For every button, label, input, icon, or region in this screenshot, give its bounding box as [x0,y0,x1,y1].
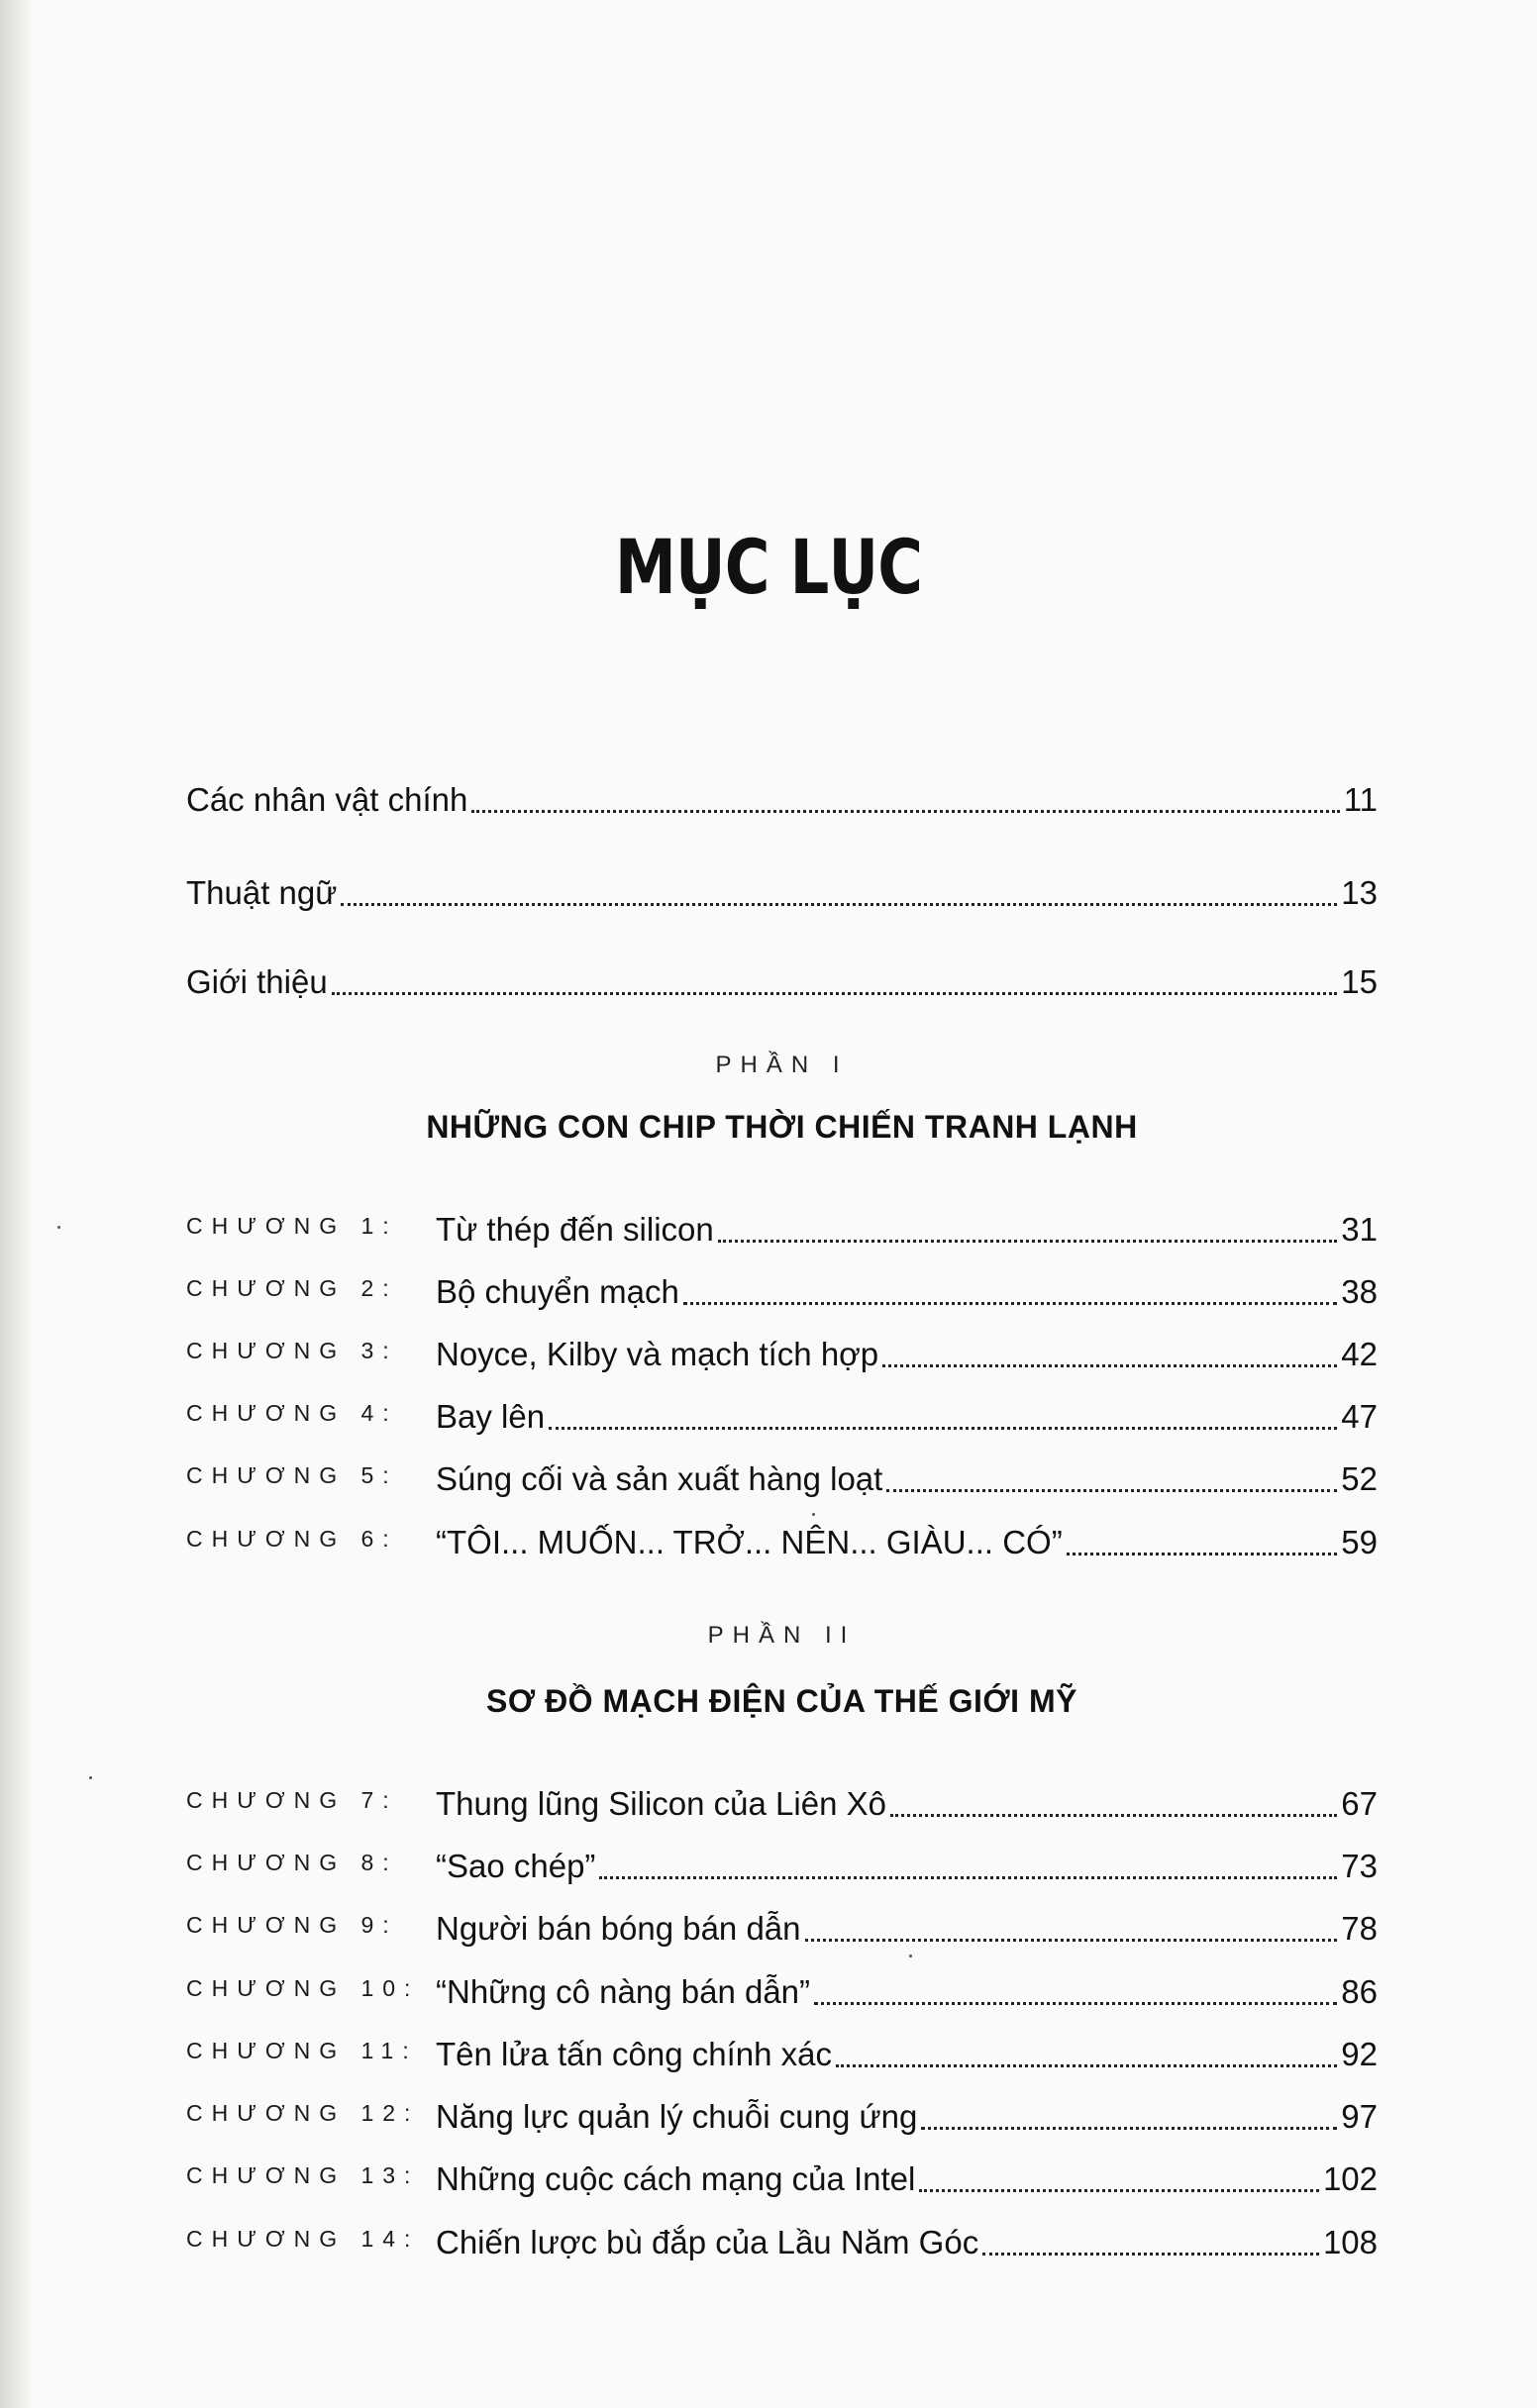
chapter-title: Bộ chuyển mạch [436,1273,679,1310]
dot-leader [982,2252,1319,2256]
chapter-page: 59 [1341,1524,1378,1560]
part-label: PHẦN II [707,1622,857,1649]
toc-entry-characters[interactable] [186,772,1378,820]
page-title: MỤC LỤC [614,523,923,611]
chapter-page: 67 [1341,1785,1378,1822]
chapter-entry[interactable] [186,2215,1378,2262]
chapter-label: CHƯƠNG 2: [186,1275,398,1301]
part-label: PHẦN I [715,1052,849,1078]
toc-entry-page: 11 [1343,781,1378,818]
chapter-page: 102 [1322,2160,1378,2197]
dot-leader [890,1813,1337,1817]
chapter-title: Tên lửa tấn công chính xác [436,2036,832,2072]
chapter-page: 38 [1341,1273,1378,1310]
dot-leader [332,991,1338,995]
chapter-label: CHƯƠNG 10: [186,1975,420,2001]
dot-leader [919,2188,1319,2192]
chapter-page: 108 [1322,2224,1378,2260]
chapter-label: CHƯƠNG 4: [186,1400,398,1426]
chapter-label: CHƯƠNG 3: [186,1338,398,1363]
chapter-title: Thung lũng Silicon của Liên Xô [436,1785,886,1822]
chapter-title: “Những cô nàng bán dẫn” [436,1973,811,2010]
chapter-title: Người bán bóng bán dẫn [436,1910,801,1947]
chapter-entry[interactable] [186,1964,1378,2012]
chapter-page: 97 [1341,2098,1378,2135]
chapter-page: 73 [1341,1848,1378,1884]
chapter-title: “TÔI... MUỐN... TRỞ... NÊN... GIÀU... CÓ” [436,1524,1063,1560]
toc-entry-page: 13 [1341,874,1378,911]
paper-speck [57,1226,60,1229]
dot-leader [882,1363,1337,1367]
chapter-title: Súng cối và sản xuất hàng loạt [436,1460,883,1497]
dot-leader [549,1426,1337,1430]
chapter-label: CHƯƠNG 5: [186,1462,398,1488]
page-edge-shadow [0,0,34,2408]
chapter-entry[interactable] [186,2027,1378,2074]
chapter-title: “Sao chép” [436,1848,596,1884]
chapter-page: 42 [1341,1336,1378,1372]
chapter-entry[interactable] [186,1389,1378,1437]
chapter-label: CHƯƠNG 9: [186,1912,398,1938]
chapter-entry[interactable] [186,1202,1378,1250]
chapter-page: 31 [1341,1211,1378,1248]
toc-entry-introduction[interactable] [186,954,1378,1002]
paper-speck [89,1776,92,1779]
chapter-page: 52 [1341,1460,1378,1497]
chapter-label: CHƯƠNG 11: [186,2038,418,2063]
dot-leader [836,2063,1337,2067]
dot-leader [341,902,1337,906]
chapter-entry[interactable] [186,2089,1378,2137]
chapter-entry[interactable] [186,1452,1378,1499]
part-title: SƠ ĐỒ MẠCH ĐIỆN CỦA THẾ GIỚI MỸ [486,1683,1077,1719]
dot-leader [805,1938,1338,1942]
dot-leader [683,1301,1337,1305]
chapter-label: CHƯƠNG 6: [186,1526,398,1552]
dot-leader [886,1488,1337,1492]
toc-entry-page: 15 [1341,963,1378,1000]
toc-entry-title: Thuật ngữ [186,874,338,911]
chapter-label: CHƯƠNG 1: [186,1213,398,1239]
chapter-label: CHƯƠNG 7: [186,1787,398,1813]
part-title: NHỮNG CON CHIP THỜI CHIẾN TRANH LẠNH [426,1109,1138,1145]
toc-entry-title: Các nhân vật chính [186,781,468,818]
paper-speck [909,1955,912,1957]
chapter-title: Năng lực quản lý chuỗi cung ứng [436,2098,918,2135]
chapter-title: Từ thép đến silicon [436,1211,714,1248]
chapter-entry[interactable] [186,1776,1378,1824]
chapter-label: CHƯƠNG 12: [186,2100,420,2126]
dot-leader [1067,1552,1338,1555]
dot-leader [471,809,1339,813]
chapter-title: Noyce, Kilby và mạch tích hợp [436,1336,879,1372]
chapter-title: Những cuộc cách mạng của Intel [436,2160,916,2197]
chapter-page: 78 [1341,1910,1378,1947]
chapter-entry[interactable] [186,1515,1378,1562]
paper-speck [812,1513,815,1516]
chapter-title: Chiến lược bù đắp của Lầu Năm Góc [436,2224,979,2260]
toc-entry-glossary[interactable] [186,865,1378,913]
chapter-label: CHƯƠNG 13: [186,2162,420,2188]
chapter-entry[interactable] [186,1264,1378,1312]
chapter-label: CHƯƠNG 14: [186,2226,420,2252]
chapter-entry[interactable] [186,2152,1378,2199]
chapter-title: Bay lên [436,1398,546,1435]
toc-entry-title: Giới thiệu [186,963,328,1000]
dot-leader [718,1239,1338,1243]
chapter-label: CHƯƠNG 8: [186,1850,398,1875]
chapter-entry[interactable] [186,1327,1378,1374]
chapter-page: 47 [1341,1398,1378,1435]
dot-leader [599,1875,1337,1879]
chapter-page: 92 [1341,2036,1378,2072]
dot-leader [921,2126,1337,2130]
chapter-entry[interactable] [186,1839,1378,1886]
chapter-entry[interactable] [186,1901,1378,1949]
chapter-page: 86 [1341,1973,1378,2010]
dot-leader [814,2001,1337,2005]
